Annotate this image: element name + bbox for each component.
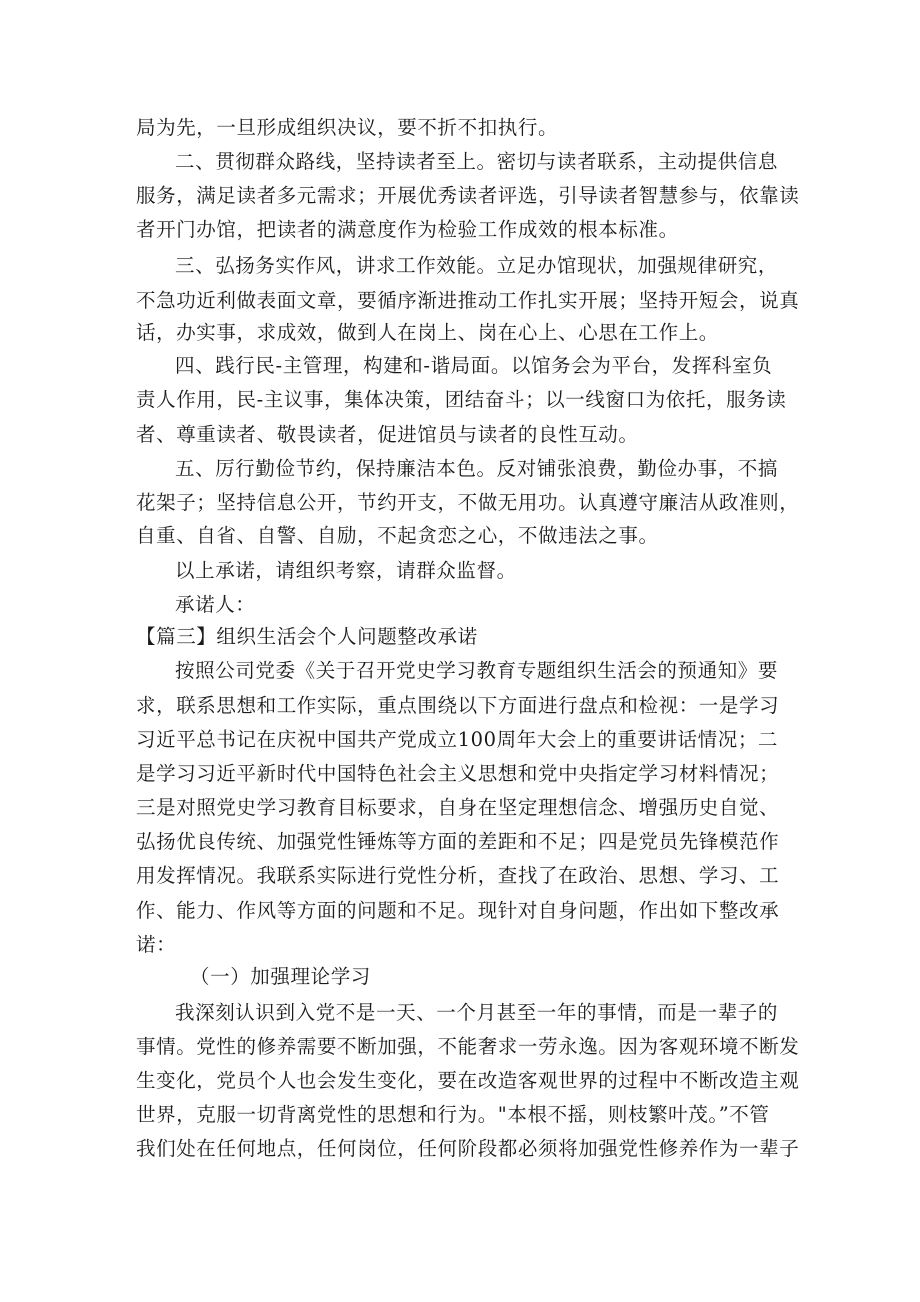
text-line: 自重、自省、自警、自励，不起贪恋之心，不做违法之事。 xyxy=(136,524,659,547)
text-line: 事情。党性的修养需要不断加强，不能奢求一劳永逸。因为客观环境不断发 xyxy=(136,1035,800,1058)
section-heading: 【篇三】组织生活会个人问题整改承诺 xyxy=(136,625,478,648)
text-line: 五、厉行勤俭节约，保持廉洁本色。反对铺张浪费，勤俭办事，不搞 xyxy=(175,457,779,480)
text-line: 责人作用，民-主议事，集体决策，团结奋斗；以一线窗口为依托，服务读 xyxy=(136,388,787,411)
text-line: 四、践行民-主管理，构建和-谐局面。以馆务会为平台，发挥科室负 xyxy=(175,354,773,377)
text-line: 花架子；坚持信息公开，节约开支，不做无用功。认真遵守廉洁从政准则， xyxy=(136,491,800,514)
text-line: 用发挥情况。我联系实际进行党性分析，查找了在政治、思想、学习、工 xyxy=(136,864,780,887)
text-line: 世界，克服一切背离党性的思想和行为。"本根不摇，则枝繁叶茂。”不管 xyxy=(136,1103,770,1126)
text-line: 服务，满足读者多元需求；开展优秀读者评选，引导读者智慧参与，依靠读 xyxy=(136,184,800,207)
text-line: 三是对照党史学习教育目标要求，自身在坚定理想信念、增强历史自觉、 xyxy=(136,796,780,819)
text-line: 以上承诺，请组织考察，请群众监督。 xyxy=(175,559,517,582)
text-line: 求，联系思想和工作实际，重点围绕以下方面进行盘点和检视：一是学习 xyxy=(136,694,780,717)
text-line: 生变化，党员个人也会发生变化，要在改造客观世界的过程中不断改造主观 xyxy=(136,1069,800,1092)
text-line: 作、能力、作风等方面的问题和不足。现针对自身问题，作出如下整改承 xyxy=(136,899,780,922)
text-line: 话，办实事，求成效，做到人在岗上、岗在心上、心思在工作上。 xyxy=(136,321,719,344)
text-line: 者开门办馆，把读者的满意度作为检验工作成效的根本标准。 xyxy=(136,218,679,241)
text-line: 按照公司党委《关于召开党史学习教育专题组织生活会的预通知》要 xyxy=(175,659,779,682)
text-line: 三、弘扬务实作风，讲求工作效能。立足办馆现状，加强规律研究， xyxy=(175,254,779,277)
text-line: 承诺人： xyxy=(175,593,256,616)
text-line: 弘扬优良传统、加强党性锤炼等方面的差距和不足；四是党员先锋模范作 xyxy=(136,830,780,853)
text-line: 二、贯彻群众路线，坚持读者至上。密切与读者联系，主动提供信息 xyxy=(175,150,779,173)
subsection-heading: （一）加强理论学习 xyxy=(190,965,371,988)
text-line: 习近平总书记在庆祝中国共产党成立100周年大会上的重要讲话情况；二 xyxy=(136,728,779,751)
text-line: 诺： xyxy=(136,933,177,956)
text-line: 者、尊重读者、敬畏读者，促进馆员与读者的良性互动。 xyxy=(136,423,639,446)
text-line: 局为先，一旦形成组织决议，要不折不扣执行。 xyxy=(136,116,559,139)
text-line: 是学习习近平新时代中国特色社会主义思想和党中央指定学习材料情况； xyxy=(136,762,780,785)
text-line: 我深刻认识到入党不是一天、一个月甚至一年的事情，而是一辈子的 xyxy=(175,1001,779,1024)
text-line: 我们处在任何地点，任何岗位，任何阶段都必须将加强党性修养作为一辈子 xyxy=(136,1137,800,1160)
text-line: 不急功近利做表面文章，要循序渐进推动工作扎实开展；坚持开短会，说真 xyxy=(136,289,800,312)
